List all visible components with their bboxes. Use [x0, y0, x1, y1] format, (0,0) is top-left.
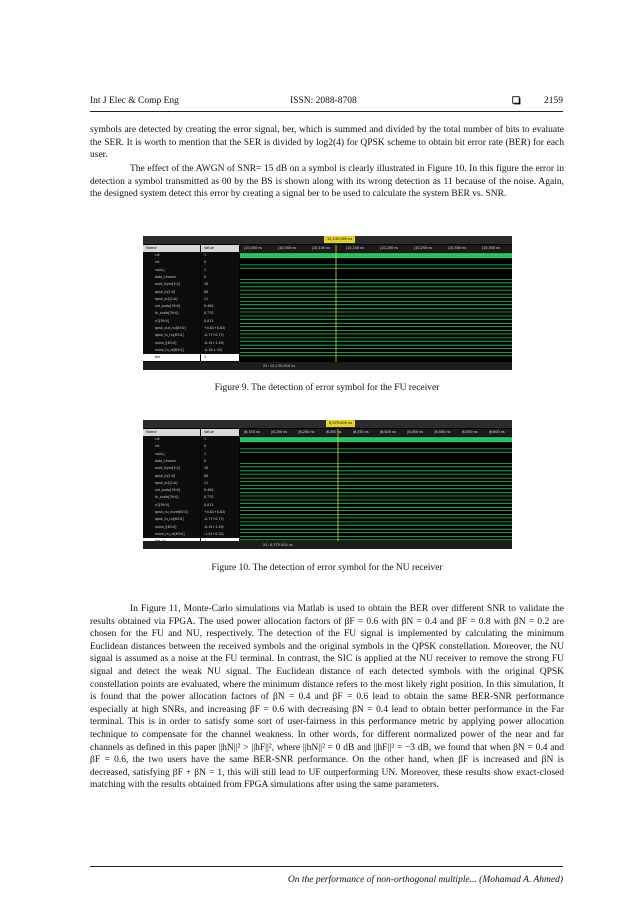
signal-name: noise_fu_re[63:0]: [155, 347, 184, 352]
signal-name: valid_i: [155, 451, 166, 456]
paragraph-1: symbols are detected by creating the error signal, ber, which is summed and divided by the total number of bits to evaluate the SER. It is worth to mention that the SER is divided by log2(4) for QPSK scheme to obtain bit error rate (BER) for each user.: [90, 125, 564, 161]
name-column-header: Name: [143, 245, 200, 252]
signal-value: 0.011: [204, 502, 214, 507]
signal-name: qpsk_fu_nu[63:0]: [155, 517, 184, 522]
signal-name: x1[39:0]: [155, 318, 170, 323]
issn: ISSN: 2088-8708: [290, 96, 357, 106]
name-column-header: Name: [143, 429, 200, 436]
signal-name: noi_scale[39:0]: [155, 304, 181, 309]
status-bar: X1: 6,375.000 ns: [143, 541, 512, 549]
footer-rule: [90, 866, 563, 867]
signal-value: -0.77+0.77j: [204, 333, 224, 338]
signal-value: 0.400: [204, 488, 214, 493]
time-tick-label: |10,250 ns: [414, 246, 432, 250]
paragraph-2: The effect of the AWGN of SNR= 15 dB on a symbol is clearly illustrated in Figure 10. In this figure the error in detection a symbol transmitted as 00 by the BS is shown along with its wrong detection as 11 because of the noise. Again, the designed system detect this error by creating a signal ber to be used to calculate the system BER vs. SNR.: [90, 164, 564, 200]
value-column-header: Value: [201, 245, 239, 252]
signal-value: 00: [204, 473, 209, 478]
signal-value: 1: [204, 451, 207, 456]
signal-value: 0: [204, 274, 207, 279]
clock-wave: [240, 253, 512, 258]
time-tick-label: |6,400 ns: [380, 430, 396, 434]
signal-name: fu_scale[39:0]: [155, 311, 179, 316]
time-tick-label: |6,450 ns: [407, 430, 424, 434]
signal-name: valid_i: [155, 267, 166, 272]
signal-value: -0.16-1.32j: [204, 347, 222, 352]
time-tick-label: |10,050 ns: [278, 246, 296, 250]
signal-name: mod_fsym[3:0]: [155, 466, 180, 471]
signal-name: noise_I[63:0]: [155, 524, 177, 529]
signal-value: +0.62+0.62j: [204, 510, 226, 514]
signal-value: 11: [204, 296, 209, 301]
time-tick-label: |6,350 ns: [352, 430, 369, 434]
signal-name-list: [143, 436, 200, 541]
signal-value: 00: [204, 289, 209, 294]
signal-name: data_chosen: [155, 458, 176, 463]
clock-wave: [240, 437, 512, 442]
cursor-time-label: 6,375.000 ns: [326, 420, 355, 427]
signal-name: mod_fsym[3:0]: [155, 282, 180, 287]
signal-name: clk: [155, 437, 160, 441]
signal-name: qpsk_in2[1:0]: [155, 296, 178, 301]
signal-value: 1: [204, 437, 207, 441]
signal-value-list: [201, 252, 239, 362]
time-tick-label: |6,200 ns: [271, 430, 288, 434]
page-number: 2159: [544, 96, 563, 106]
value-column-header: Value: [201, 429, 239, 436]
signal-value: 11: [204, 480, 209, 485]
signal-name: rst: [155, 444, 160, 449]
waveform-area: [240, 245, 512, 362]
signal-value: 0.770: [204, 495, 214, 500]
square-box-icon: [512, 96, 521, 108]
paragraph-3: In Figure 11, Monte-Carlo simulations via Matlab is used to obtain the BER over different SNR to validate the results obtained via FPGA. The used power allocation factors of βF = 0.6 with βN = 0.4 and βF = 0.8 with βN = 0.2 are chosen for the FU and NU, respectively. The detection of the FU signal is implemented by calculating the minimum Euclidean distances between the received symbols and the original symbols in the QPSK constellation. Moreover, the NU signal is assumed as a noise at the FU terminal. In contrast, the SIC is applied at the NU receiver to remove the strong FU signal and detect the weak NU signal. The Euclidean distance of each detected symbols with the original QPSK constellation points are evaluated, where the minimum distance refers to the most likely right position. In this simulation, It is found that the power allocation factors of βN = 0.4 and βF = 0.6 lead to obtain the same BER-SNR performance especially at high SNRs, and increasing βF = 0.6 with decreasing βN = 0.4 lead to obtain better performance in the Far terminal. This is in order to satisfy some sort of user-fairness in this performance metric by applying power allocation technique to compensate for the channel weakness. In other words, for different normalized power of the near and far channels as defined in this paper ||hN||² > ||hF||², where ||hN||² = 0 dB and ||hF||² = −3 dB, we found that when βN = 0.4 and βF = 0.6, the two users have the same BER-SNR performance. On the other hand, when βF is increased and βN is decreased, satisfying βF + βN = 1, this will still lead to UF outperforming UN. Moreover, these results show exact-closed matching with the results obtained from FPGA simulations after using the same parameters.: [90, 604, 564, 791]
signal-name: qpsk_nu_nure[63:0]: [155, 510, 188, 514]
signal-value: 1: [201, 354, 239, 361]
figure-10-caption: Figure 10. The detection of error symbol for the NU receiver: [211, 563, 443, 573]
time-tick-label: |10,100 ns: [312, 246, 330, 250]
signal-name: x1[39:0]: [155, 502, 170, 507]
signal-value: -0.77+0.77j: [204, 517, 224, 522]
signal-name: ber: [143, 354, 200, 361]
figure-10-waveform: [143, 420, 512, 549]
figure-9-waveform: [143, 236, 512, 370]
signal-name: data_chosen: [155, 274, 176, 279]
header-rule: [90, 111, 563, 112]
status-bar: X1: 10,135.000 ns: [143, 362, 512, 370]
signal-value-list: [201, 436, 239, 541]
signal-value: 1: [204, 267, 207, 272]
signal-name: fu_scale[39:0]: [155, 495, 179, 500]
signal-value: 10: [204, 282, 209, 287]
signal-value: 0: [204, 458, 207, 463]
signal-value: -1.42+0.32j: [204, 531, 224, 536]
signal-value: 0.011: [204, 318, 214, 323]
signal-value: 0.400: [204, 304, 214, 309]
time-tick-label: |10,000 ns: [244, 246, 262, 250]
time-tick-label: |6,550 ns: [461, 430, 478, 434]
time-tick-label: |6,600 ns: [488, 430, 505, 434]
figure-9-caption: Figure 9. The detection of error symbol for the FU receiver: [214, 383, 440, 393]
signal-name: rst: [155, 260, 160, 265]
time-tick-label: |6,250 ns: [298, 430, 315, 434]
signal-value: +0.62+0.62j: [204, 326, 226, 330]
signal-value: 0: [204, 260, 207, 265]
journal-name: Int J Elec & Comp Eng: [90, 96, 179, 106]
time-tick-label: |6,300 ns: [325, 430, 342, 434]
time-tick-label: |10,200 ns: [380, 246, 398, 250]
signal-value: 1: [204, 253, 207, 257]
signal-name: qpsk_in[1:0]: [155, 473, 176, 478]
time-tick-label: |10,150 ns: [346, 246, 364, 250]
signal-name: qpsk_fu_nu[63:0]: [155, 333, 184, 338]
signal-name: noi_scale[39:0]: [155, 488, 181, 493]
signal-name: clk: [155, 253, 160, 257]
time-tick-label: |6,150 ns: [244, 430, 260, 434]
cursor-time-label: 10,135.000 ns: [324, 236, 355, 243]
time-tick-label: |6,500 ns: [434, 430, 451, 434]
running-footer: On the performance of non-orthogonal multiple... (Mohamad A. Ahmed): [287, 875, 563, 885]
signal-name: noise_nu_re[63:0]: [155, 531, 185, 536]
signal-name: qpsk_in2[1:0]: [155, 480, 178, 485]
signal-value: 0.770: [204, 311, 214, 316]
signal-name: qpsk_in[1:0]: [155, 289, 176, 294]
time-tick-label: |10,350 ns: [482, 246, 500, 250]
signal-name: qpsk_out_nu[63:0]: [155, 326, 186, 330]
signal-value: 0: [204, 444, 207, 449]
signal-value: -0.14+1.49j: [204, 340, 224, 345]
signal-value: -0.14+1.49j: [204, 524, 224, 529]
signal-name-list: [143, 252, 200, 362]
signal-value: 10: [204, 466, 209, 471]
running-header: [90, 96, 563, 110]
signal-name: noise_I[63:0]: [155, 340, 177, 345]
time-tick-label: |10,300 ns: [448, 246, 466, 250]
waveform-area: [240, 429, 512, 541]
